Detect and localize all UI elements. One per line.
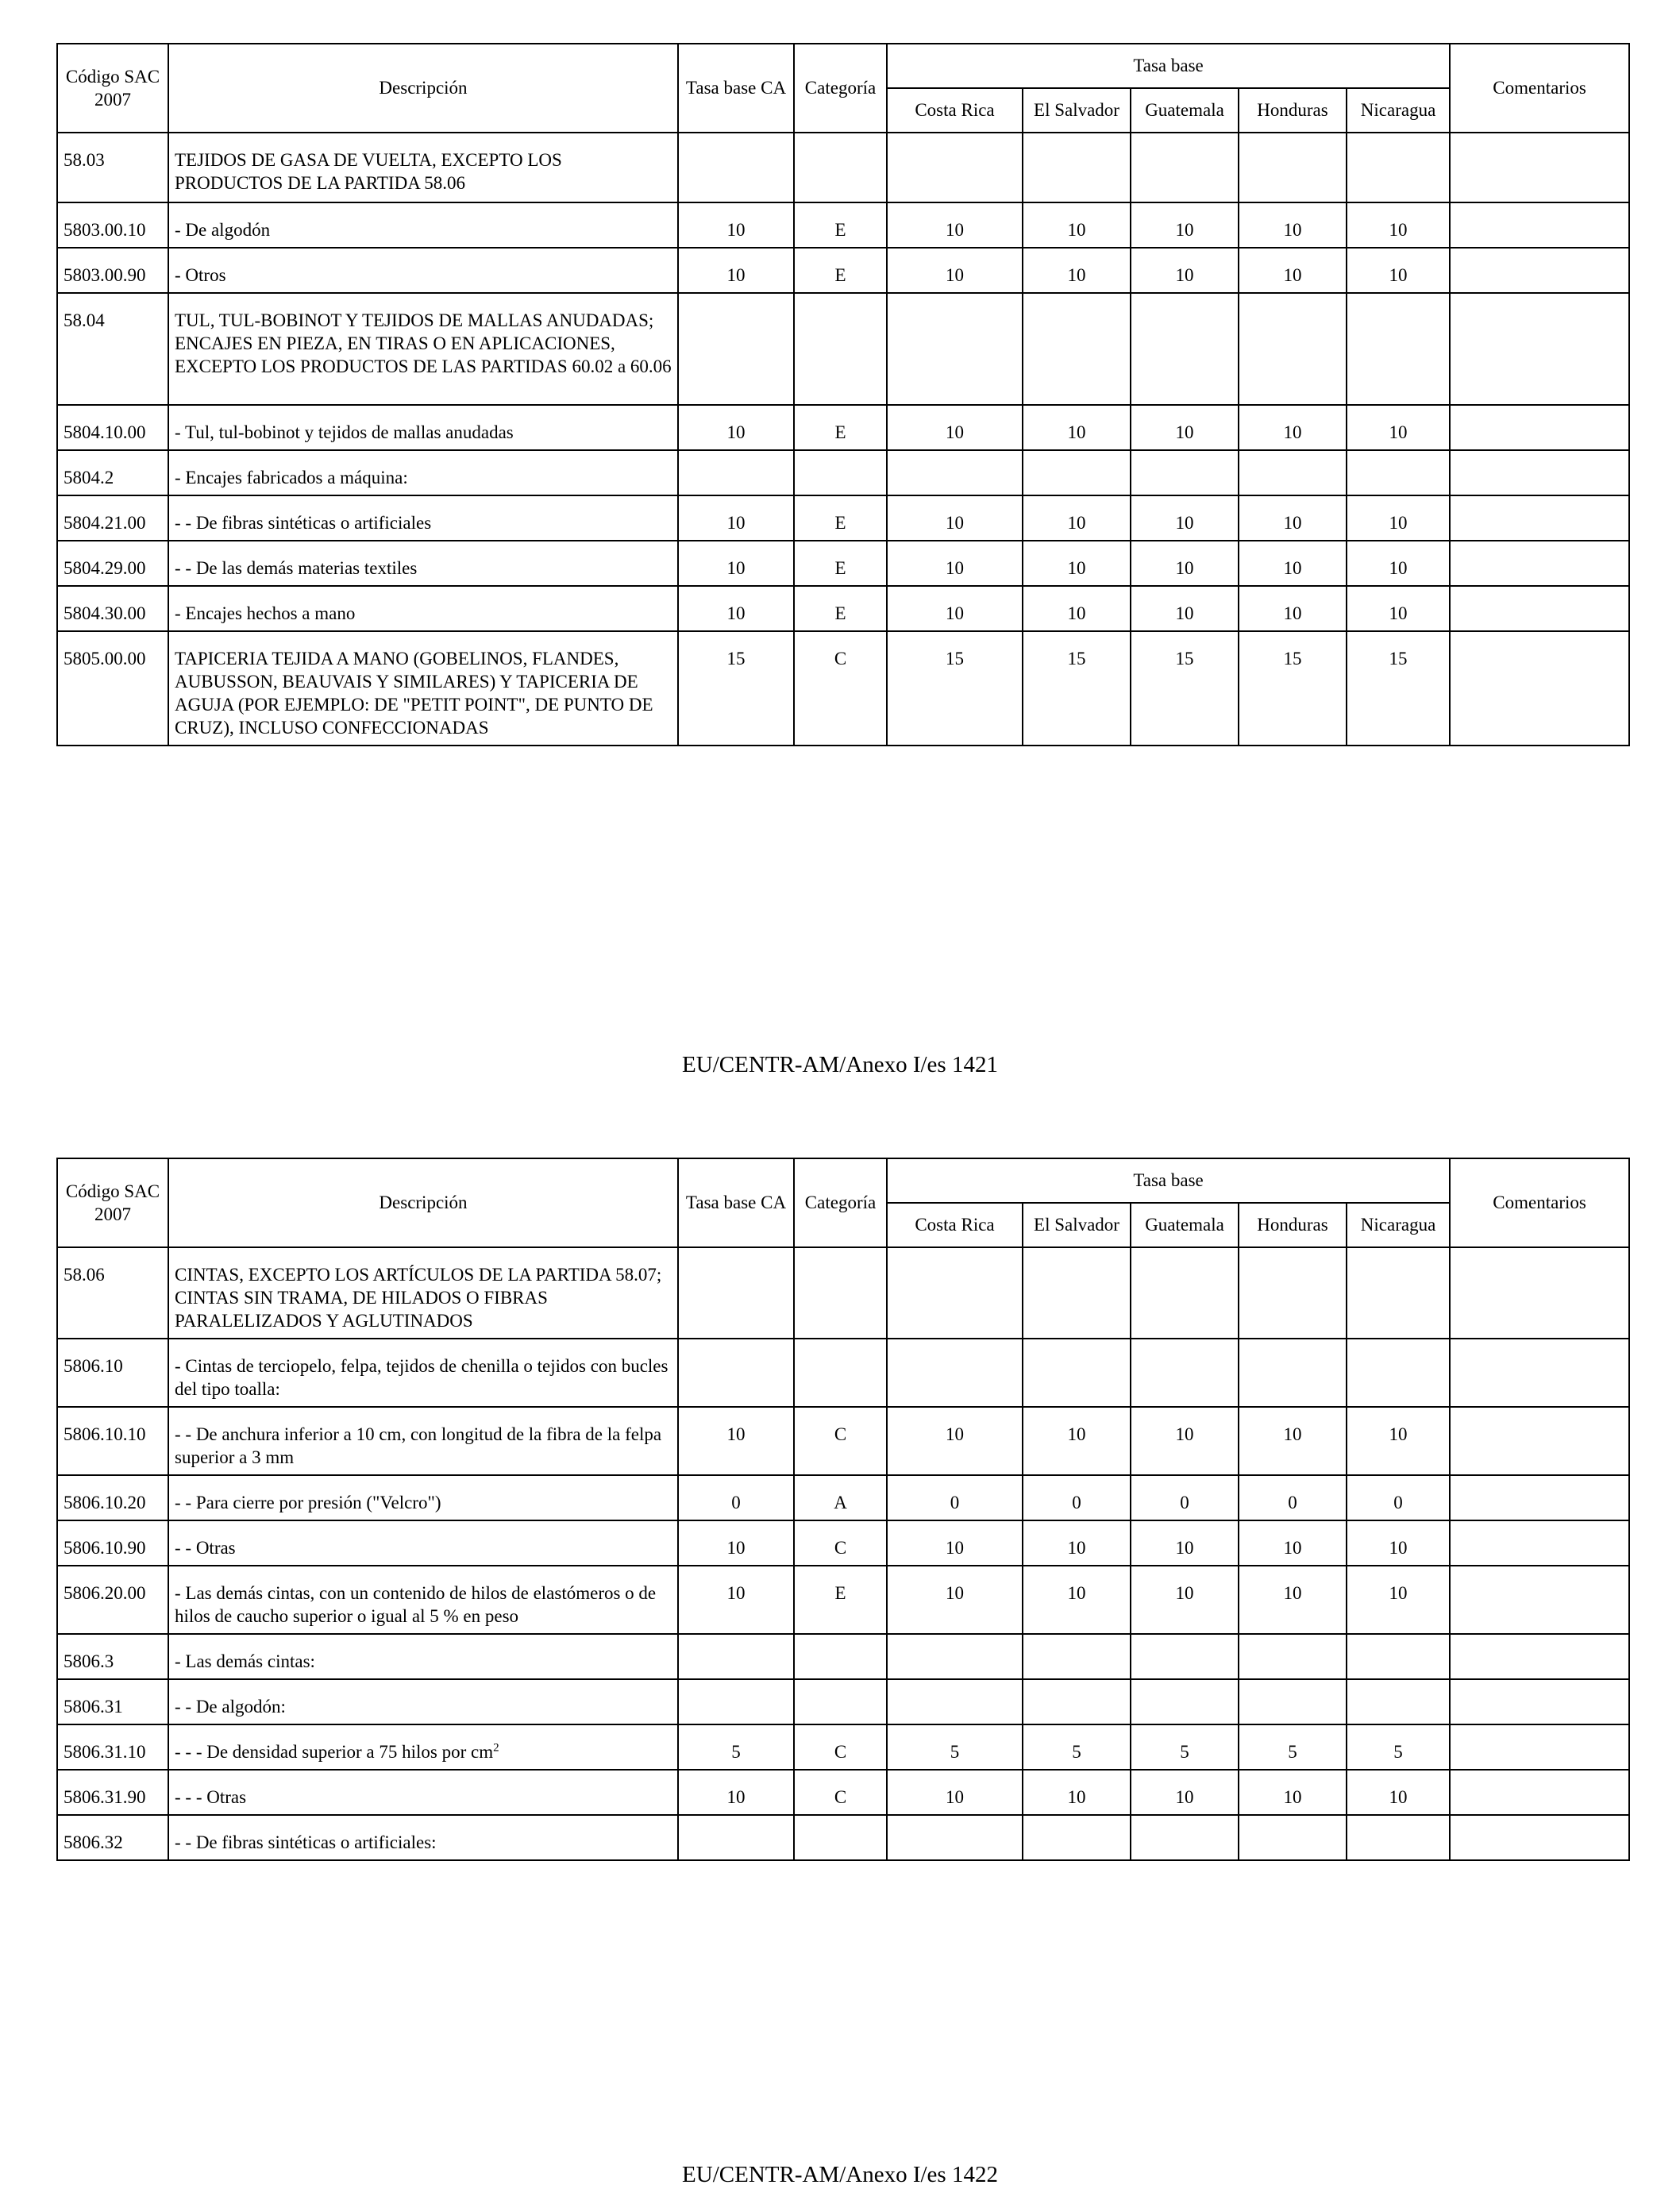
description-text: - Tul, tul-bobinot y tejidos de mallas anudadas (175, 422, 514, 442)
page-footer-2: EU/CENTR-AM/Anexo I/es 1422 (682, 2162, 998, 2187)
cell-nicaragua (1347, 1634, 1450, 1679)
description-text: - - - De densidad superior a 75 hilos por cm (175, 1742, 494, 1762)
description-text: TEJIDOS DE GASA DE VUELTA, EXCEPTO LOS PRODUCTOS DE LA PARTIDA 58.06 (175, 150, 562, 193)
cell-costa-rica (887, 1339, 1023, 1407)
cell-category (794, 1634, 887, 1679)
cell-base-rate-ca: 10 (678, 1770, 794, 1815)
cell-honduras: 10 (1239, 1407, 1347, 1475)
cell-description (168, 1247, 678, 1339)
cell-nicaragua (1347, 1679, 1450, 1724)
cell-category: C (794, 1770, 887, 1815)
cell-code: 5806.10.20 (57, 1475, 168, 1520)
cell-nicaragua (1347, 293, 1450, 405)
cell-category: E (794, 541, 887, 586)
cell-nicaragua: 0 (1347, 1475, 1450, 1520)
cell-base-rate-ca: 10 (678, 405, 794, 450)
cell-honduras: 15 (1239, 631, 1347, 746)
cell-guatemala (1131, 293, 1239, 405)
cell-category: C (794, 631, 887, 746)
table-row (57, 1339, 1629, 1407)
cell-comments (1450, 1407, 1629, 1475)
cell-costa-rica (887, 133, 1023, 202)
cell-el-salvador: 10 (1023, 202, 1131, 248)
cell-base-rate-ca: 10 (678, 248, 794, 293)
table-row (57, 248, 1629, 293)
cell-base-rate-ca: 10 (678, 586, 794, 631)
table-row (57, 1407, 1629, 1475)
cell-base-rate-ca: 10 (678, 1407, 794, 1475)
cell-costa-rica: 10 (887, 1407, 1023, 1475)
cell-honduras: 10 (1239, 1770, 1347, 1815)
cell-honduras: 10 (1239, 1566, 1347, 1634)
cell-category: C (794, 1724, 887, 1770)
cell-base-rate-ca: 10 (678, 541, 794, 586)
cell-guatemala (1131, 1679, 1239, 1724)
cell-code: 5806.31.10 (57, 1724, 168, 1770)
cell-guatemala: 10 (1131, 495, 1239, 541)
cell-honduras (1239, 1247, 1347, 1339)
cell-description (168, 1520, 678, 1566)
cell-honduras: 10 (1239, 1520, 1347, 1566)
cell-guatemala: 10 (1131, 1566, 1239, 1634)
cell-nicaragua: 10 (1347, 1566, 1450, 1634)
cell-category (794, 1679, 887, 1724)
cell-guatemala: 10 (1131, 248, 1239, 293)
cell-base-rate-ca (678, 133, 794, 202)
header-category: Categoría (794, 1158, 887, 1247)
cell-base-rate-ca: 10 (678, 1520, 794, 1566)
cell-guatemala: 10 (1131, 1520, 1239, 1566)
cell-category: C (794, 1407, 887, 1475)
header-base-rate-ca: Tasa base CA (678, 44, 794, 133)
cell-description (168, 133, 678, 202)
description-text: - - De algodón: (175, 1697, 286, 1717)
cell-comments (1450, 1475, 1629, 1520)
cell-description (168, 293, 678, 405)
cell-category (794, 133, 887, 202)
cell-code: 5804.30.00 (57, 586, 168, 631)
cell-description (168, 1770, 678, 1815)
cell-code: 5804.10.00 (57, 405, 168, 450)
cell-category (794, 450, 887, 495)
cell-honduras: 10 (1239, 405, 1347, 450)
cell-comments (1450, 202, 1629, 248)
cell-nicaragua: 10 (1347, 1407, 1450, 1475)
description-text: CINTAS, EXCEPTO LOS ARTÍCULOS DE LA PARTIDA 58.07; CINTAS SIN TRAMA, DE HILADOS O FIBRAS PARALELIZADOS Y AGLUTINADOS (175, 1265, 662, 1331)
cell-guatemala (1131, 1634, 1239, 1679)
table-header (57, 44, 1629, 133)
cell-nicaragua: 10 (1347, 405, 1450, 450)
cell-nicaragua: 10 (1347, 586, 1450, 631)
cell-base-rate-ca (678, 1339, 794, 1407)
description-text: - - De las demás materias textiles (175, 558, 418, 578)
cell-description (168, 541, 678, 586)
cell-description (168, 1407, 678, 1475)
cell-comments (1450, 405, 1629, 450)
cell-guatemala: 10 (1131, 1770, 1239, 1815)
table-row (57, 1247, 1629, 1339)
cell-costa-rica: 10 (887, 248, 1023, 293)
cell-honduras (1239, 1679, 1347, 1724)
cell-base-rate-ca: 10 (678, 495, 794, 541)
cell-base-rate-ca (678, 1634, 794, 1679)
cell-honduras (1239, 293, 1347, 405)
cell-costa-rica (887, 1815, 1023, 1860)
cell-base-rate-ca (678, 293, 794, 405)
table-row (57, 1815, 1629, 1860)
cell-costa-rica: 10 (887, 586, 1023, 631)
cell-comments (1450, 1339, 1629, 1407)
table-row (57, 1724, 1629, 1770)
cell-comments (1450, 133, 1629, 202)
cell-description (168, 1634, 678, 1679)
cell-guatemala: 10 (1131, 1407, 1239, 1475)
cell-el-salvador: 10 (1023, 495, 1131, 541)
cell-honduras: 10 (1239, 541, 1347, 586)
table-row (57, 133, 1629, 202)
cell-honduras: 5 (1239, 1724, 1347, 1770)
header-country-el-salvador: El Salvador (1023, 1203, 1131, 1247)
header-country-nicaragua: Nicaragua (1347, 1203, 1450, 1247)
cell-category: E (794, 405, 887, 450)
header-country-el-salvador: El Salvador (1023, 88, 1131, 133)
header-base-rate: Tasa base (887, 44, 1450, 88)
cell-honduras (1239, 1339, 1347, 1407)
cell-costa-rica: 5 (887, 1724, 1023, 1770)
description-text: - - De fibras sintéticas o artificiales: (175, 1832, 437, 1852)
cell-el-salvador: 10 (1023, 1407, 1131, 1475)
table-row (57, 405, 1629, 450)
tariff-table-page-2 (56, 1158, 1630, 1861)
cell-code: 5806.10.90 (57, 1520, 168, 1566)
cell-el-salvador (1023, 1247, 1131, 1339)
cell-el-salvador: 0 (1023, 1475, 1131, 1520)
cell-el-salvador: 10 (1023, 1566, 1131, 1634)
cell-el-salvador (1023, 1815, 1131, 1860)
header-comments: Comentarios (1450, 1158, 1629, 1247)
cell-guatemala (1131, 1339, 1239, 1407)
cell-base-rate-ca (678, 1815, 794, 1860)
cell-costa-rica: 10 (887, 202, 1023, 248)
cell-nicaragua (1347, 450, 1450, 495)
cell-honduras (1239, 1634, 1347, 1679)
header-country-guatemala: Guatemala (1131, 1203, 1239, 1247)
cell-el-salvador: 10 (1023, 1770, 1131, 1815)
cell-comments (1450, 541, 1629, 586)
cell-el-salvador (1023, 450, 1131, 495)
table-header (57, 1158, 1629, 1247)
cell-code: 5806.31 (57, 1679, 168, 1724)
cell-costa-rica (887, 1634, 1023, 1679)
header-country-honduras: Honduras (1239, 1203, 1347, 1247)
cell-el-salvador (1023, 1339, 1131, 1407)
description-text: - Las demás cintas: (175, 1651, 315, 1671)
cell-description (168, 586, 678, 631)
tariff-table-page-1 (56, 43, 1630, 746)
cell-costa-rica: 10 (887, 1566, 1023, 1634)
header-description: Descripción (168, 1158, 678, 1247)
description-text: - - De anchura inferior a 10 cm, con longitud de la fibra de la felpa superior a 3 mm (175, 1424, 662, 1467)
cell-el-salvador (1023, 1679, 1131, 1724)
table-row (57, 541, 1629, 586)
cell-honduras: 10 (1239, 586, 1347, 631)
description-text: - Otros (175, 265, 226, 285)
table-row (57, 1679, 1629, 1724)
cell-nicaragua: 15 (1347, 631, 1450, 746)
cell-costa-rica: 10 (887, 1520, 1023, 1566)
cell-code: 5806.10.10 (57, 1407, 168, 1475)
header-country-costa-rica: Costa Rica (887, 88, 1023, 133)
cell-honduras (1239, 450, 1347, 495)
cell-costa-rica: 0 (887, 1475, 1023, 1520)
header-base-rate: Tasa base (887, 1158, 1450, 1203)
cell-comments (1450, 631, 1629, 746)
cell-el-salvador: 5 (1023, 1724, 1131, 1770)
cell-comments (1450, 1724, 1629, 1770)
cell-costa-rica (887, 1679, 1023, 1724)
description-text: TUL, TUL-BOBINOT Y TEJIDOS DE MALLAS ANUDADAS; ENCAJES EN PIEZA, EN TIRAS O EN APLICACIONES, EXCEPTO LOS PRODUCTOS DE LAS PARTIDAS 60.02 a 60.06 (175, 310, 672, 376)
cell-nicaragua: 10 (1347, 1770, 1450, 1815)
cell-category (794, 1815, 887, 1860)
cell-costa-rica: 10 (887, 405, 1023, 450)
description-text: - - Otras (175, 1538, 236, 1558)
cell-el-salvador: 15 (1023, 631, 1131, 746)
header-code: Código SAC 2007 (57, 1158, 168, 1247)
cell-code: 5806.20.00 (57, 1566, 168, 1634)
description-text: - Cintas de terciopelo, felpa, tejidos de chenilla o tejidos con bucles del tipo toalla: (175, 1356, 669, 1399)
cell-category: E (794, 248, 887, 293)
cell-el-salvador: 10 (1023, 1520, 1131, 1566)
description-text: - Encajes hechos a mano (175, 603, 356, 623)
header-country-costa-rica: Costa Rica (887, 1203, 1023, 1247)
cell-honduras: 10 (1239, 202, 1347, 248)
cell-base-rate-ca: 15 (678, 631, 794, 746)
header-base-rate-ca: Tasa base CA (678, 1158, 794, 1247)
cell-category: E (794, 1566, 887, 1634)
cell-el-salvador (1023, 1634, 1131, 1679)
header-comments: Comentarios (1450, 44, 1629, 133)
cell-code: 5804.2 (57, 450, 168, 495)
cell-costa-rica (887, 450, 1023, 495)
cell-description (168, 405, 678, 450)
cell-code: 58.03 (57, 133, 168, 202)
description-text: - Las demás cintas, con un contenido de hilos de elastómeros o de hilos de caucho superior o igual al 5 % en peso (175, 1583, 657, 1626)
cell-el-salvador: 10 (1023, 248, 1131, 293)
table-row (57, 586, 1629, 631)
table-row (57, 450, 1629, 495)
cell-category: A (794, 1475, 887, 1520)
cell-description (168, 248, 678, 293)
cell-nicaragua (1347, 1815, 1450, 1860)
cell-guatemala (1131, 1247, 1239, 1339)
cell-category (794, 1339, 887, 1407)
cell-nicaragua: 10 (1347, 202, 1450, 248)
cell-base-rate-ca: 10 (678, 1566, 794, 1634)
table-row (57, 293, 1629, 405)
header-description: Descripción (168, 44, 678, 133)
cell-code: 5806.31.90 (57, 1770, 168, 1815)
cell-guatemala: 10 (1131, 405, 1239, 450)
cell-guatemala (1131, 450, 1239, 495)
cell-code: 58.06 (57, 1247, 168, 1339)
header-country-nicaragua: Nicaragua (1347, 88, 1450, 133)
cell-comments (1450, 495, 1629, 541)
table-row (57, 1770, 1629, 1815)
cell-nicaragua (1347, 1247, 1450, 1339)
cell-comments (1450, 1770, 1629, 1815)
cell-honduras: 10 (1239, 495, 1347, 541)
header-code: Código SAC 2007 (57, 44, 168, 133)
cell-comments (1450, 1815, 1629, 1860)
cell-code: 5806.3 (57, 1634, 168, 1679)
cell-nicaragua: 10 (1347, 1520, 1450, 1566)
cell-description (168, 1724, 678, 1770)
cell-honduras (1239, 1815, 1347, 1860)
table-row (57, 202, 1629, 248)
cell-base-rate-ca (678, 1247, 794, 1339)
cell-guatemala: 15 (1131, 631, 1239, 746)
cell-comments (1450, 1634, 1629, 1679)
cell-description (168, 1679, 678, 1724)
cell-guatemala: 5 (1131, 1724, 1239, 1770)
cell-comments (1450, 1520, 1629, 1566)
cell-comments (1450, 1566, 1629, 1634)
cell-costa-rica: 15 (887, 631, 1023, 746)
cell-category: C (794, 1520, 887, 1566)
description-text: - - De fibras sintéticas o artificiales (175, 513, 432, 533)
cell-base-rate-ca: 10 (678, 202, 794, 248)
cell-el-salvador: 10 (1023, 541, 1131, 586)
description-text: - - - Otras (175, 1787, 247, 1807)
cell-base-rate-ca: 0 (678, 1475, 794, 1520)
cell-comments (1450, 293, 1629, 405)
cell-category: E (794, 202, 887, 248)
cell-costa-rica: 10 (887, 1770, 1023, 1815)
cell-category (794, 293, 887, 405)
superscript: 2 (493, 1741, 499, 1755)
cell-costa-rica: 10 (887, 541, 1023, 586)
cell-nicaragua: 5 (1347, 1724, 1450, 1770)
description-text: - Encajes fabricados a máquina: (175, 468, 408, 487)
cell-code: 58.04 (57, 293, 168, 405)
cell-base-rate-ca (678, 450, 794, 495)
cell-code: 5804.29.00 (57, 541, 168, 586)
cell-base-rate-ca (678, 1679, 794, 1724)
cell-nicaragua: 10 (1347, 495, 1450, 541)
cell-el-salvador (1023, 133, 1131, 202)
cell-description (168, 495, 678, 541)
cell-category: E (794, 495, 887, 541)
cell-costa-rica (887, 1247, 1023, 1339)
cell-guatemala: 10 (1131, 202, 1239, 248)
table-row (57, 1634, 1629, 1679)
cell-comments (1450, 450, 1629, 495)
cell-honduras (1239, 133, 1347, 202)
cell-code: 5806.10 (57, 1339, 168, 1407)
header-country-guatemala: Guatemala (1131, 88, 1239, 133)
table-row (57, 495, 1629, 541)
cell-description (168, 1475, 678, 1520)
cell-costa-rica (887, 293, 1023, 405)
cell-description (168, 450, 678, 495)
cell-category (794, 1247, 887, 1339)
cell-guatemala: 10 (1131, 586, 1239, 631)
cell-el-salvador (1023, 293, 1131, 405)
cell-comments (1450, 1679, 1629, 1724)
cell-code: 5806.32 (57, 1815, 168, 1860)
table-row (57, 631, 1629, 746)
cell-description (168, 1339, 678, 1407)
description-text: - - Para cierre por presión ("Velcro") (175, 1493, 441, 1512)
cell-guatemala: 10 (1131, 541, 1239, 586)
table-row (57, 1566, 1629, 1634)
cell-nicaragua: 10 (1347, 541, 1450, 586)
cell-honduras: 0 (1239, 1475, 1347, 1520)
cell-code: 5805.00.00 (57, 631, 168, 746)
header-category: Categoría (794, 44, 887, 133)
cell-code: 5803.00.90 (57, 248, 168, 293)
cell-comments (1450, 248, 1629, 293)
cell-honduras: 10 (1239, 248, 1347, 293)
cell-comments (1450, 586, 1629, 631)
page-footer-1: EU/CENTR-AM/Anexo I/es 1421 (682, 1052, 998, 1077)
header-country-honduras: Honduras (1239, 88, 1347, 133)
cell-el-salvador: 10 (1023, 405, 1131, 450)
cell-el-salvador: 10 (1023, 586, 1131, 631)
cell-code: 5804.21.00 (57, 495, 168, 541)
cell-base-rate-ca: 5 (678, 1724, 794, 1770)
cell-costa-rica: 10 (887, 495, 1023, 541)
cell-guatemala (1131, 133, 1239, 202)
table-row (57, 1475, 1629, 1520)
cell-nicaragua (1347, 1339, 1450, 1407)
cell-description (168, 631, 678, 746)
cell-code: 5803.00.10 (57, 202, 168, 248)
cell-description (168, 1815, 678, 1860)
cell-category: E (794, 586, 887, 631)
cell-description (168, 1566, 678, 1634)
cell-nicaragua: 10 (1347, 248, 1450, 293)
cell-nicaragua (1347, 133, 1450, 202)
cell-comments (1450, 1247, 1629, 1339)
cell-guatemala: 0 (1131, 1475, 1239, 1520)
cell-description (168, 202, 678, 248)
description-text: - De algodón (175, 220, 271, 240)
table-row (57, 1520, 1629, 1566)
description-text: TAPICERIA TEJIDA A MANO (GOBELINOS, FLANDES, AUBUSSON, BEAUVAIS Y SIMILARES) Y TAPICERIA DE AGUJA (POR EJEMPLO: DE "PETIT POINT", DE PUNTO DE CRUZ), INCLUSO CONFECCIONADAS (175, 649, 653, 738)
cell-guatemala (1131, 1815, 1239, 1860)
